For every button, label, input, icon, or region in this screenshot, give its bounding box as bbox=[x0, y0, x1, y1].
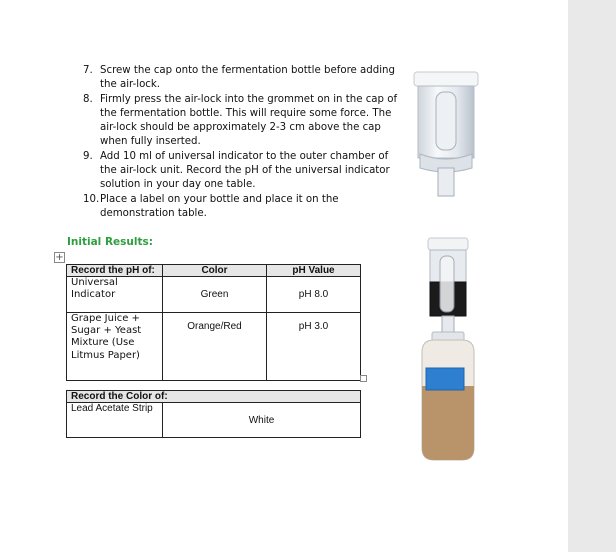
step-text: Firmly press the air-lock into the grommet on in the cap of the fermentation bottle. This will require some force. The air-lock should be approximately 2-3 cm above the cap when fully inserted. bbox=[100, 93, 398, 148]
fermentation-bottle-photo bbox=[412, 236, 484, 464]
step-number: 7. bbox=[83, 65, 93, 76]
ph-value-cell[interactable]: pH 3.0 bbox=[267, 313, 361, 381]
step-number: 9. bbox=[83, 150, 93, 162]
step-number: 10. bbox=[83, 193, 100, 205]
instruction-steps bbox=[80, 64, 400, 221]
ph-item-cell[interactable]: Universal Indicator bbox=[67, 277, 163, 313]
step-text: Add 10 ml of universal indicator to the outer chamber of the air-lock unit. Record the pH of the universal indicator solution in your day one table. bbox=[100, 150, 390, 191]
initial-results-heading: Initial Results: bbox=[67, 236, 153, 248]
ph-table-header: Record the pH of: bbox=[67, 265, 163, 277]
ph-table-header: pH Value bbox=[267, 265, 361, 277]
step-number: 8. bbox=[83, 93, 93, 105]
airlock-photo bbox=[410, 68, 482, 200]
step-8 bbox=[80, 93, 400, 150]
color-item-cell[interactable]: Lead Acetate Strip bbox=[67, 403, 163, 438]
color-cell[interactable]: Orange/Red bbox=[163, 313, 267, 381]
table-row bbox=[67, 403, 361, 438]
ph-table-header-row bbox=[67, 265, 361, 277]
scrollbar-track[interactable] bbox=[568, 0, 616, 552]
table-row bbox=[67, 277, 361, 313]
table-move-handle-icon[interactable]: + bbox=[55, 252, 64, 263]
step-text: Place a label on your bottle and place it on the demonstration table. bbox=[100, 193, 339, 219]
ph-table-header: Color bbox=[163, 265, 267, 277]
step-9 bbox=[80, 150, 400, 193]
color-table-header-row bbox=[67, 391, 361, 403]
step-text: Screw the cap onto the fermentation bottle before adding the air-lock. bbox=[100, 65, 395, 91]
color-value-cell[interactable]: White bbox=[163, 403, 361, 438]
ph-value-cell[interactable]: pH 8.0 bbox=[267, 277, 361, 313]
step-10 bbox=[80, 193, 400, 222]
ph-table bbox=[66, 264, 361, 381]
color-cell[interactable]: Green bbox=[163, 277, 267, 313]
ph-item-cell[interactable]: Grape Juice + Sugar + Yeast Mixture (Use Litmus Paper) bbox=[67, 313, 163, 381]
color-table bbox=[66, 390, 361, 438]
step-7 bbox=[80, 64, 400, 93]
table-resize-handle[interactable] bbox=[360, 375, 367, 382]
table-row bbox=[67, 313, 361, 381]
color-table-header: Record the Color of: bbox=[67, 391, 361, 403]
